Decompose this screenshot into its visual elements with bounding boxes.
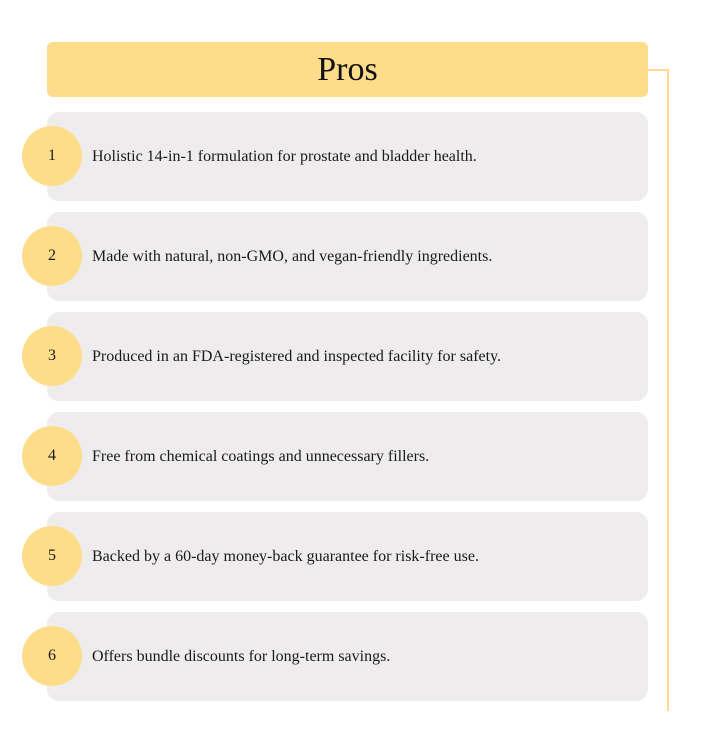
- number-badge-6: 6: [22, 626, 82, 686]
- pros-item-text: Free from chemical coatings and unnecessary fillers.: [92, 447, 430, 465]
- number-badge-3: 3: [22, 326, 82, 386]
- pros-item-6: [47, 612, 648, 701]
- pros-item-text: Holistic 14-in-1 formulation for prostate and bladder health.: [92, 147, 477, 165]
- pros-item-text: Offers bundle discounts for long-term savings.: [92, 647, 391, 665]
- number-badge-4: 4: [22, 426, 82, 486]
- number-badge-5: 5: [22, 526, 82, 586]
- pros-item-text: Backed by a 60-day money-back guarantee for risk-free use.: [92, 547, 479, 565]
- number-badge-2: 2: [22, 226, 82, 286]
- pros-item-text: Made with natural, non-GMO, and vegan-friendly ingredients.: [92, 247, 493, 265]
- pros-item-4: [47, 412, 648, 501]
- number-badge-1: 1: [22, 126, 82, 186]
- pros-item-5: [47, 512, 648, 601]
- pros-item-1: [47, 112, 648, 201]
- pros-title: Pros: [317, 50, 378, 88]
- pros-item-text: Produced in an FDA-registered and inspected facility for safety.: [92, 347, 502, 365]
- pros-item-3: [47, 312, 648, 401]
- pros-item-2: [47, 212, 648, 301]
